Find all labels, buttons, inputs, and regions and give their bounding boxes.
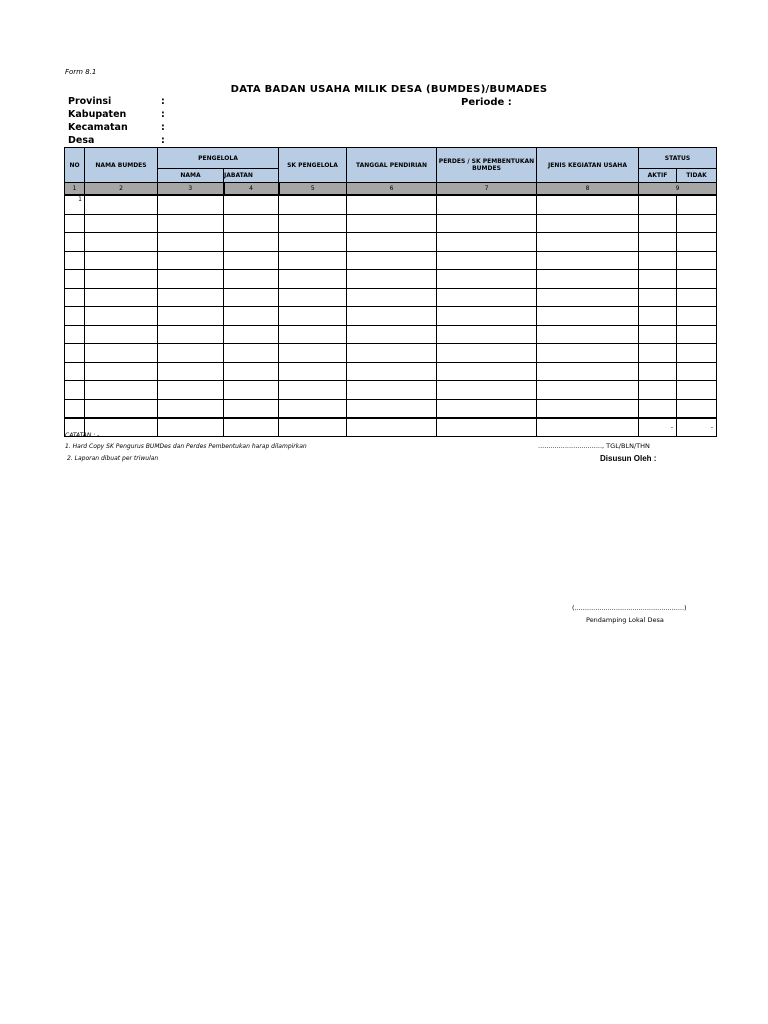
- col-header-sk-pengelola: SK PENGELOLA: [279, 148, 347, 183]
- col-header-jabatan: JABATAN: [224, 169, 279, 183]
- table-cell[interactable]: [85, 233, 158, 252]
- table-cell[interactable]: [639, 251, 677, 270]
- col-header-perdes: PERDES / SK PEMBENTUKAN BUMDES: [437, 148, 537, 183]
- table-cell[interactable]: [347, 251, 437, 270]
- table-cell[interactable]: [677, 233, 717, 252]
- table-cell[interactable]: [65, 251, 85, 270]
- col-header-tanggal-pendirian: TANGGAL PENDIRIAN: [347, 148, 437, 183]
- table-cell[interactable]: [158, 325, 224, 344]
- table-cell[interactable]: [437, 325, 537, 344]
- column-number: 3: [158, 183, 224, 196]
- table-cell[interactable]: [677, 270, 717, 289]
- table-row: [65, 381, 717, 400]
- table-row: [65, 288, 717, 307]
- column-number: 5: [279, 183, 347, 196]
- table-cell[interactable]: [158, 288, 224, 307]
- column-number: 1: [65, 183, 85, 196]
- table-cell[interactable]: [347, 195, 437, 214]
- col-header-pengelola: PENGELOLA: [158, 148, 279, 169]
- table-cell[interactable]: [65, 381, 85, 400]
- table-cell[interactable]: [65, 288, 85, 307]
- table-cell[interactable]: [537, 362, 639, 381]
- table-cell[interactable]: [639, 214, 677, 233]
- table-cell[interactable]: [224, 399, 279, 418]
- table-cell[interactable]: [639, 307, 677, 326]
- table-cell[interactable]: [65, 344, 85, 363]
- table-cell[interactable]: [224, 233, 279, 252]
- table-row: [65, 195, 717, 214]
- table-cell[interactable]: [158, 307, 224, 326]
- total-aktif: -: [639, 418, 677, 437]
- table-cell[interactable]: [437, 362, 537, 381]
- table-cell[interactable]: [279, 399, 347, 418]
- table-cell[interactable]: [224, 307, 279, 326]
- table-cell[interactable]: [437, 214, 537, 233]
- table-cell[interactable]: [279, 233, 347, 252]
- table-cell[interactable]: [639, 233, 677, 252]
- table-cell[interactable]: [158, 214, 224, 233]
- table-cell[interactable]: [347, 325, 437, 344]
- table-cell[interactable]: [158, 399, 224, 418]
- table-cell[interactable]: [347, 381, 437, 400]
- table-cell[interactable]: [677, 288, 717, 307]
- table-cell[interactable]: [639, 270, 677, 289]
- page-title: DATA BADAN USAHA MILIK DESA (BUMDES)/BUMADES: [230, 84, 548, 95]
- table-cell[interactable]: [65, 270, 85, 289]
- table-cell: [347, 418, 437, 437]
- table-cell[interactable]: [639, 399, 677, 418]
- table-cell: [537, 418, 639, 437]
- table-cell[interactable]: [537, 381, 639, 400]
- table-cell[interactable]: [279, 381, 347, 400]
- table-cell: [224, 418, 279, 437]
- col-header-nama-bumdes: NAMA BUMDES: [85, 148, 158, 183]
- table-cell[interactable]: [537, 307, 639, 326]
- table-cell[interactable]: [224, 195, 279, 214]
- periode-label: Periode :: [461, 97, 512, 108]
- column-number: 9: [639, 183, 717, 196]
- form-number: Form 8.1: [65, 68, 97, 76]
- table-cell[interactable]: [347, 362, 437, 381]
- table-cell[interactable]: [85, 214, 158, 233]
- table-cell[interactable]: [279, 270, 347, 289]
- table-cell[interactable]: [224, 344, 279, 363]
- table-cell[interactable]: [158, 233, 224, 252]
- table-cell[interactable]: [437, 195, 537, 214]
- table-cell[interactable]: [437, 344, 537, 363]
- table-cell[interactable]: [85, 270, 158, 289]
- table-cell[interactable]: [347, 233, 437, 252]
- table-cell[interactable]: [85, 307, 158, 326]
- table-cell[interactable]: [437, 288, 537, 307]
- field-colon-kabupaten: :: [161, 109, 165, 120]
- table-cell[interactable]: [639, 381, 677, 400]
- disusun-oleh-label: Disusun Oleh :: [600, 454, 657, 463]
- table-cell[interactable]: [279, 344, 347, 363]
- field-label-kecamatan: Kecamatan: [68, 122, 128, 133]
- table-cell[interactable]: [677, 381, 717, 400]
- table-cell[interactable]: [279, 362, 347, 381]
- table-cell[interactable]: [224, 325, 279, 344]
- table-cell[interactable]: [65, 233, 85, 252]
- table-cell[interactable]: [537, 399, 639, 418]
- table-cell[interactable]: [224, 214, 279, 233]
- field-colon-kecamatan: :: [161, 122, 165, 133]
- table-cell[interactable]: [677, 251, 717, 270]
- col-header-aktif: AKTIF: [639, 169, 677, 183]
- table-cell[interactable]: [437, 270, 537, 289]
- table-cell[interactable]: [224, 251, 279, 270]
- table-cell[interactable]: [158, 344, 224, 363]
- table-cell[interactable]: [347, 270, 437, 289]
- table-cell[interactable]: [537, 195, 639, 214]
- table-cell[interactable]: [347, 307, 437, 326]
- table-cell[interactable]: [437, 399, 537, 418]
- col-header-jenis-kegiatan: JENIS KEGIATAN USAHA: [537, 148, 639, 183]
- table-cell[interactable]: [347, 344, 437, 363]
- table-cell[interactable]: [537, 325, 639, 344]
- table-row: [65, 307, 717, 326]
- bumdes-table: [64, 147, 717, 437]
- table-cell[interactable]: [279, 307, 347, 326]
- table-row: [65, 344, 717, 363]
- table-cell[interactable]: [158, 195, 224, 214]
- table-cell[interactable]: [347, 214, 437, 233]
- row-number: 1: [65, 195, 85, 214]
- table-cell[interactable]: [537, 251, 639, 270]
- signature-role: Pendamping Lokal Desa: [586, 616, 664, 624]
- table-cell[interactable]: [437, 381, 537, 400]
- table-cell[interactable]: [639, 362, 677, 381]
- table-cell[interactable]: [158, 381, 224, 400]
- table-cell[interactable]: [677, 195, 717, 214]
- table-cell[interactable]: [347, 288, 437, 307]
- table-cell[interactable]: [65, 307, 85, 326]
- table-row: [65, 251, 717, 270]
- table-cell[interactable]: [65, 399, 85, 418]
- field-label-desa: Desa: [68, 135, 95, 146]
- table-cell: [279, 418, 347, 437]
- table-cell[interactable]: [85, 362, 158, 381]
- table-cell[interactable]: [437, 251, 537, 270]
- table-cell[interactable]: [437, 307, 537, 326]
- col-header-no: NO: [65, 148, 85, 183]
- date-line: ..............................., TGL/BLN/THN: [538, 442, 650, 450]
- total-row: [65, 418, 717, 437]
- table-cell[interactable]: [85, 251, 158, 270]
- col-header-status: STATUS: [639, 148, 717, 169]
- table-cell[interactable]: [224, 270, 279, 289]
- table-cell[interactable]: [85, 288, 158, 307]
- table-cell[interactable]: [85, 399, 158, 418]
- table-cell[interactable]: [347, 399, 437, 418]
- table-cell[interactable]: [224, 362, 279, 381]
- table-row: [65, 399, 717, 418]
- col-header-nama: NAMA: [158, 169, 224, 183]
- table-cell[interactable]: [85, 325, 158, 344]
- table-cell[interactable]: [639, 195, 677, 214]
- table-cell: [158, 418, 224, 437]
- table-cell[interactable]: [677, 344, 717, 363]
- table-cell: [437, 418, 537, 437]
- table-row: [65, 325, 717, 344]
- table-cell[interactable]: [65, 362, 85, 381]
- table-cell[interactable]: [437, 233, 537, 252]
- table-cell[interactable]: [224, 381, 279, 400]
- table-cell[interactable]: [224, 288, 279, 307]
- table-cell[interactable]: [677, 399, 717, 418]
- table-cell[interactable]: [279, 288, 347, 307]
- table-row: [65, 214, 717, 233]
- table-cell[interactable]: [279, 214, 347, 233]
- field-colon-provinsi: :: [161, 96, 165, 107]
- field-label-provinsi: Provinsi: [68, 96, 112, 107]
- column-number: 8: [537, 183, 639, 196]
- table-cell[interactable]: [677, 307, 717, 326]
- table-cell[interactable]: [537, 214, 639, 233]
- table-cell[interactable]: [537, 288, 639, 307]
- table-cell[interactable]: [158, 270, 224, 289]
- table-cell[interactable]: [85, 381, 158, 400]
- catatan-label: CATATAN : -: [65, 432, 100, 439]
- table-cell[interactable]: [65, 214, 85, 233]
- table-cell[interactable]: [537, 233, 639, 252]
- table-row: [65, 233, 717, 252]
- table-cell[interactable]: [537, 270, 639, 289]
- table-row: [65, 362, 717, 381]
- table-cell[interactable]: [279, 325, 347, 344]
- table-cell[interactable]: [85, 195, 158, 214]
- note-item: 1. Hard Copy SK Pengurus BUMDes dan Perdes Pembentukan harap dilampirkan: [65, 443, 307, 450]
- table-cell[interactable]: [158, 362, 224, 381]
- table-row: [65, 270, 717, 289]
- column-number: 6: [347, 183, 437, 196]
- signature-placeholder: (.....................................................): [572, 604, 687, 612]
- total-tidak: -: [677, 418, 717, 437]
- column-number: 4: [224, 183, 279, 196]
- table-cell[interactable]: [639, 325, 677, 344]
- table-cell[interactable]: [537, 344, 639, 363]
- table-cell[interactable]: [639, 344, 677, 363]
- field-colon-desa: :: [161, 135, 165, 146]
- table-cell[interactable]: [639, 288, 677, 307]
- col-header-tidak: TIDAK: [677, 169, 717, 183]
- table-cell[interactable]: [279, 195, 347, 214]
- column-number: 2: [85, 183, 158, 196]
- table-cell[interactable]: [279, 251, 347, 270]
- table-cell[interactable]: [677, 214, 717, 233]
- column-number: 7: [437, 183, 537, 196]
- table-cell[interactable]: [677, 325, 717, 344]
- field-label-kabupaten: Kabupaten: [68, 109, 127, 120]
- note-item: 2. Laporan dibuat per triwulan: [67, 455, 159, 462]
- table-cell[interactable]: [65, 325, 85, 344]
- table-cell[interactable]: [85, 344, 158, 363]
- table-cell[interactable]: [677, 362, 717, 381]
- table-cell[interactable]: [158, 251, 224, 270]
